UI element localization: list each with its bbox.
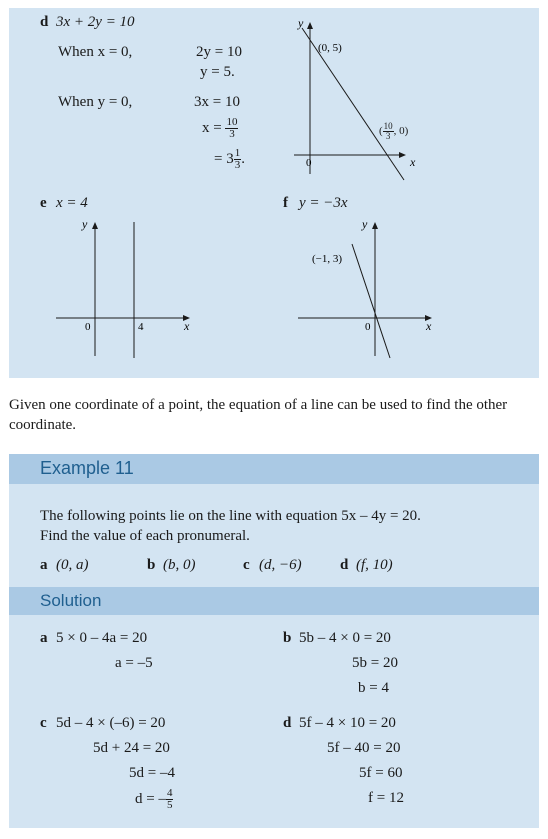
- solution-a-letter: a: [40, 630, 48, 646]
- part-d-equation: 3x + 2y = 10: [56, 14, 135, 30]
- fraction: $\frac{10}{3}$: [226, 116, 238, 140]
- x-label: x: [410, 155, 416, 169]
- fraction: $\frac{4}{5}$: [166, 787, 173, 811]
- point-10-3-label: ( $\frac{10}{3}$ , 0): [379, 121, 409, 141]
- y-label: y: [298, 16, 304, 30]
- y-arrow-icon: [307, 22, 313, 29]
- part-e-equation: x = 4: [56, 195, 88, 211]
- graph-e: [50, 214, 200, 360]
- when-x-label: When x = 0,: [58, 44, 133, 60]
- solution-title: Solution: [40, 591, 102, 610]
- fraction: $\frac{1}{3}$: [234, 147, 241, 171]
- solution-d-line-3: 5f = 60: [359, 765, 403, 781]
- solution-c-line-3: 5d = –4: [129, 765, 175, 781]
- example-title: Example 11: [40, 458, 134, 478]
- origin-label: 0: [306, 157, 312, 169]
- step-mixed: = 3 $\frac{1}{3}$ .: [214, 147, 245, 171]
- step-3x: 3x = 10: [194, 94, 240, 110]
- solution-d-letter: d: [283, 715, 292, 731]
- step-x-frac: [202, 117, 238, 140]
- step-y5: y = 5.: [200, 64, 235, 80]
- y-label: y: [362, 217, 368, 231]
- part-a-point: (0, a): [56, 557, 89, 573]
- when-y-label: When y = 0,: [58, 94, 133, 110]
- part-b-point: (b, 0): [163, 557, 196, 573]
- solution-d-line-2: 5f – 40 = 20: [327, 740, 401, 756]
- solution-d-line-4: f = 12: [368, 790, 404, 806]
- solution-header: [9, 587, 539, 615]
- solution-b-line-3: b = 4: [358, 680, 389, 696]
- step-2y: 2y = 10: [196, 44, 242, 60]
- part-b-letter: b: [147, 557, 156, 573]
- y-label: y: [82, 217, 88, 231]
- solution-c-letter: c: [40, 715, 47, 731]
- part-c-letter: c: [243, 557, 250, 573]
- part-d-point: (f, 10): [356, 557, 393, 573]
- graph-f: [292, 214, 442, 360]
- solution-a-line-1: 5 × 0 – 4a = 20: [56, 630, 148, 646]
- part-f-letter: f: [283, 195, 288, 211]
- part-c-point: (d, −6): [259, 557, 302, 573]
- y-arrow-icon: [92, 222, 98, 229]
- origin-label: 0: [365, 321, 371, 333]
- solution-b-letter: b: [283, 630, 292, 646]
- tick-4-label: 4: [138, 321, 144, 333]
- solution-c-line-2: 5d + 24 = 20: [93, 740, 170, 756]
- example-line-1: The following points lie on the line with equation 5x – 4y = 20.: [40, 508, 421, 524]
- y-arrow-icon: [372, 222, 378, 229]
- part-f-equation: y = −3x: [299, 195, 348, 211]
- line-y-minus-3x: [352, 244, 390, 358]
- graph-d: [290, 14, 430, 184]
- example-line-2: Find the value of each pronumeral.: [40, 528, 250, 544]
- solution-c-line-1: 5d – 4 × (–6) = 20: [56, 715, 166, 731]
- part-a-letter: a: [40, 557, 48, 573]
- part-d-letter: d: [340, 557, 349, 573]
- x-label: x: [184, 319, 190, 333]
- origin-label: 0: [85, 321, 91, 333]
- part-e-letter: e: [40, 195, 47, 211]
- solution-c-line-4: d = – $\frac{4}{5}$: [135, 787, 173, 811]
- solution-b-line-2: 5b = 20: [352, 655, 398, 671]
- intro-paragraph: Given one coordinate of a point, the equation of a line can be used to find the other coordinate.: [9, 397, 508, 433]
- step-mixed-lhs: = 3: [214, 150, 234, 167]
- solution-a-line-2: a = –5: [115, 655, 153, 671]
- example-header: [9, 454, 539, 484]
- x-arrow-icon: [399, 152, 406, 158]
- x-label: x: [426, 319, 432, 333]
- solution-d-line-1: 5f – 4 × 10 = 20: [299, 715, 396, 731]
- point-0-5-label: (0, 5): [318, 42, 342, 54]
- solution-b-line-1: 5b – 4 × 0 = 20: [299, 630, 391, 646]
- point-minus1-3-label: (−1, 3): [312, 253, 343, 265]
- part-d-letter: d: [40, 14, 49, 30]
- step-x-lhs: x =: [202, 119, 222, 136]
